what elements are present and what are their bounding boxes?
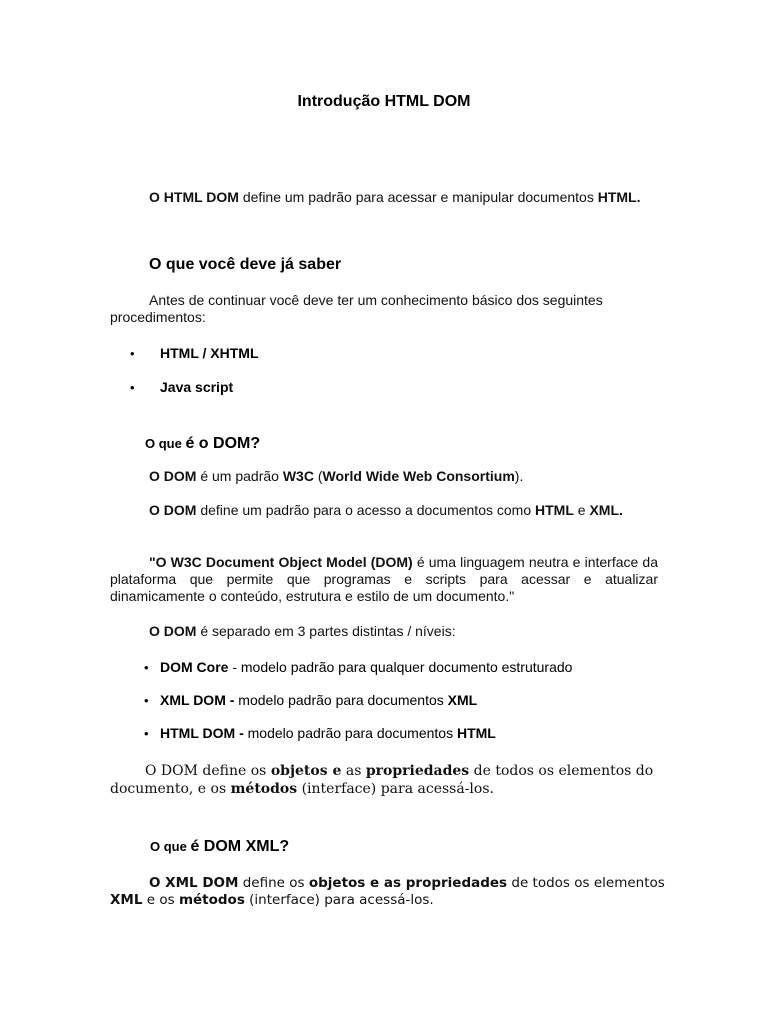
text: modelo padrão para documentos: [247, 725, 457, 741]
list-item: [130, 345, 259, 362]
text: - modelo padrão para qualquer documento estruturado: [228, 659, 573, 675]
bold-text: métodos: [178, 892, 245, 908]
list-item-label: Java script: [160, 379, 234, 395]
intro-bold-1: O HTML DOM: [149, 189, 239, 205]
list-item: [144, 692, 477, 709]
text: (interface) para acessá-los.: [297, 781, 494, 797]
dom-access-paragraph: [110, 502, 658, 519]
intro-paragraph: [110, 189, 658, 206]
bullet-icon: •: [130, 346, 135, 361]
list-item-label: HTML / XHTML: [160, 345, 259, 361]
bold-text: World Wide Web Consortium: [322, 468, 515, 484]
dom-parts-intro: [110, 623, 658, 640]
heading-what-to-know: O que você deve já saber: [149, 256, 342, 273]
text: ).: [514, 468, 524, 484]
text: é uma linguagem neutra e interface da plataforma que permite que programas e scripts para acessar e atualizar dinamicamente o conteúdo, estrutura e estilo de um documento.": [110, 554, 658, 604]
bold-text: XML: [447, 692, 478, 708]
prerequisites-paragraph: Antes de continuar você deve ter um conhecimento básico dos seguintes procedimentos:: [110, 292, 603, 325]
bold-text: HTML: [456, 725, 496, 741]
w3c-quote-paragraph: [110, 554, 658, 605]
bold-text: objetos e: [270, 763, 342, 779]
heading-big-part: é o DOM?: [185, 435, 261, 452]
bold-text: métodos: [230, 781, 298, 797]
bullet-icon: •: [144, 660, 149, 675]
page-title: Introdução HTML DOM: [297, 93, 471, 110]
list-item: [130, 379, 233, 396]
bold-text: objetos e as propriedades: [308, 875, 508, 891]
intro-text-1: define um padrão para acessar e manipular documentos: [238, 189, 598, 205]
xml-dom-paragraph: [110, 875, 670, 909]
bold-text: XML.: [589, 502, 623, 518]
bold-text: O DOM: [149, 502, 197, 518]
bullet-icon: •: [130, 380, 135, 395]
heading-what-is-dom: [145, 435, 260, 453]
bold-text: propriedades: [365, 763, 470, 779]
dom-objects-paragraph: [110, 762, 670, 798]
bold-text: O XML DOM: [149, 875, 239, 891]
text: (: [313, 468, 323, 484]
text: O DOM define os: [145, 763, 271, 779]
list-item: [144, 659, 572, 676]
list-item: [144, 725, 496, 742]
bullet-icon: •: [144, 726, 149, 741]
intro-bold-2: HTML.: [597, 189, 641, 205]
text: de todos os elementos: [507, 875, 665, 891]
bold-text: XML: [110, 892, 143, 908]
heading-what-is-dom-xml: [150, 838, 289, 856]
bold-text: DOM Core: [160, 659, 229, 675]
text: define um padrão para o acesso a documentos como: [196, 502, 535, 518]
heading-small-part: O que: [150, 839, 191, 854]
heading-small-part: O que: [145, 436, 186, 451]
bold-text: XML DOM -: [160, 692, 239, 708]
bold-text: W3C: [282, 468, 314, 484]
text: de todos os elementos do documento, e os: [110, 763, 654, 797]
text: define os: [238, 875, 309, 891]
bold-text: O DOM: [149, 623, 197, 639]
bullet-icon: •: [144, 693, 149, 708]
text: as: [341, 763, 366, 779]
bold-text: HTML DOM -: [160, 725, 248, 741]
text: e os: [142, 892, 179, 908]
text: modelo padrão para documentos: [238, 692, 448, 708]
heading-big-part: é DOM XML?: [190, 838, 290, 855]
text: e: [573, 502, 590, 518]
text: (interface) para acessá-los.: [244, 892, 434, 908]
bold-text: O DOM: [149, 468, 197, 484]
text: é um padrão: [196, 468, 283, 484]
bold-text: HTML: [535, 502, 574, 518]
text: é separado em 3 partes distintas / níveis:: [196, 623, 456, 639]
bold-text: "O W3C Document Object Model (DOM): [149, 554, 413, 570]
dom-standard-paragraph: [110, 468, 658, 485]
